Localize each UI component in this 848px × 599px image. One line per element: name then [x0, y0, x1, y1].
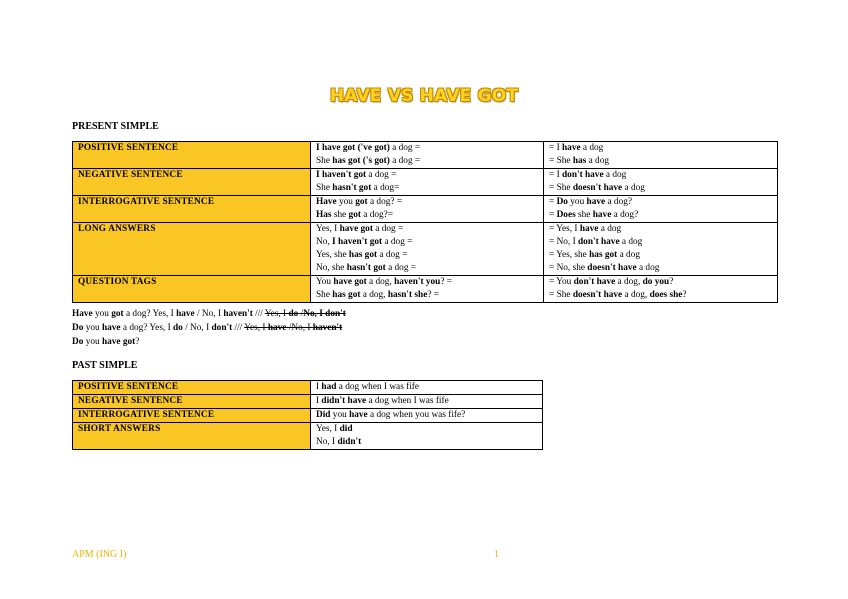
have-got-cell	[311, 169, 544, 196]
text-segment: do you	[642, 277, 670, 287]
text-segment: = She	[549, 156, 573, 166]
text-segment: She	[316, 183, 333, 193]
text-segment: =	[549, 197, 557, 207]
present-simple-rows	[73, 142, 778, 303]
have-cell	[544, 169, 778, 196]
past-simple-heading: PAST SIMPLE	[72, 360, 138, 371]
text-segment: did	[339, 424, 353, 434]
cell-line	[549, 249, 772, 262]
note-line	[72, 307, 346, 321]
text-segment: = No, she	[549, 263, 588, 273]
text-segment: a dog?=	[360, 210, 394, 220]
have-cell	[544, 142, 778, 169]
text-segment: got	[355, 197, 368, 207]
text-segment: a dog?	[611, 210, 639, 220]
text-segment: She	[316, 156, 333, 166]
text-segment: do	[173, 323, 183, 333]
text-segment: Yes, I	[264, 309, 289, 319]
text-segment: have	[267, 323, 287, 333]
text-segment: Yes, I	[316, 424, 340, 434]
text-segment: No, I don't	[303, 309, 346, 319]
text-segment: have got	[339, 224, 373, 234]
have-got-cell	[311, 223, 544, 276]
row-label: NEGATIVE SENTENCE	[73, 395, 311, 409]
text-segment: Have	[316, 197, 337, 207]
text-segment: a dog	[617, 250, 641, 260]
text-segment: Yes, I	[244, 323, 268, 333]
have-got-cell	[311, 142, 544, 169]
text-segment: hasn't she	[387, 290, 428, 300]
text-segment: have	[579, 224, 599, 234]
text-segment: have	[586, 197, 606, 207]
text-segment: a dog	[636, 263, 660, 273]
text-segment: Have	[72, 309, 93, 319]
text-segment: have got	[333, 277, 367, 287]
text-segment: has got ('s got)	[332, 156, 390, 166]
text-segment: don't	[211, 323, 233, 333]
text-segment: a dog when I was fife	[366, 396, 449, 406]
text-segment: you	[92, 309, 112, 319]
text-segment: you	[83, 323, 102, 333]
text-segment: she	[331, 210, 349, 220]
row-label: SHORT ANSWERS	[73, 423, 311, 450]
text-segment: Yes, she	[316, 250, 349, 260]
text-segment: a dog? Yes, I	[123, 309, 177, 319]
text-segment: have got	[101, 337, 136, 347]
table-row	[73, 381, 543, 395]
cell-line	[316, 155, 538, 168]
text-segment: do	[288, 309, 299, 319]
text-segment: has got	[589, 250, 618, 260]
text-segment: = I	[549, 170, 562, 180]
text-segment: haven't	[312, 323, 343, 333]
cell-line	[549, 196, 772, 209]
text-segment: a dog when you was fife?	[367, 410, 466, 420]
cell-line	[316, 262, 538, 275]
text-segment: a dog,	[366, 277, 395, 287]
text-segment: got	[111, 309, 124, 319]
table-row	[73, 409, 543, 423]
text-segment: Yes, I	[316, 224, 340, 234]
cell-line	[316, 209, 538, 222]
text-segment: = No, I	[549, 237, 578, 247]
present-simple-table	[72, 141, 778, 303]
text-segment: ?	[682, 290, 687, 300]
text-segment: ? =	[440, 277, 453, 287]
cell-line	[316, 182, 538, 195]
have-cell	[544, 223, 778, 276]
text-segment: a dog =	[366, 170, 397, 180]
text-segment: No, I	[316, 437, 338, 447]
cell-line	[549, 209, 772, 222]
text-segment: = She	[549, 290, 573, 300]
row-label: NEGATIVE SENTENCE	[73, 169, 311, 196]
row-label: POSITIVE SENTENCE	[73, 381, 311, 395]
cell-line	[316, 409, 537, 422]
table-row	[73, 423, 543, 450]
text-segment: a dog? Yes, I	[120, 323, 173, 333]
text-segment: you	[330, 410, 350, 420]
text-segment: I	[316, 382, 322, 392]
text-segment: = I	[549, 143, 562, 153]
row-label: INTERROGATIVE SENTENCE	[73, 409, 311, 423]
text-segment: you	[83, 337, 102, 347]
text-segment: / No, I	[194, 309, 224, 319]
text-segment: has	[572, 156, 587, 166]
text-segment: a dog =	[382, 237, 413, 247]
text-segment: =	[549, 210, 557, 220]
text-segment: ///	[252, 309, 265, 319]
text-segment: Do	[72, 337, 84, 347]
cell-line	[316, 236, 538, 249]
text-segment: She	[316, 290, 333, 300]
have-got-cell	[311, 276, 544, 303]
text-segment: didn't	[337, 437, 362, 447]
cell-line	[316, 289, 538, 302]
have-cell	[544, 276, 778, 303]
text-segment: got	[348, 210, 361, 220]
text-segment: have	[592, 210, 612, 220]
have-got-cell	[311, 409, 543, 423]
cell-line	[316, 423, 537, 436]
present-simple-heading: PRESENT SIMPLE	[72, 121, 159, 132]
text-segment: /	[298, 309, 304, 319]
text-segment: a dog =	[389, 156, 421, 166]
have-got-cell	[311, 196, 544, 223]
row-label: INTERROGATIVE SENTENCE	[73, 196, 311, 223]
text-segment: ?	[135, 337, 140, 347]
text-segment: Do	[556, 197, 568, 207]
text-segment: haven't	[223, 309, 253, 319]
text-segment: don't have	[562, 170, 604, 180]
text-segment: / No, I	[182, 323, 212, 333]
cell-line	[316, 223, 538, 236]
text-segment: Does	[556, 210, 576, 220]
cell-line	[549, 289, 772, 302]
text-segment: have	[562, 143, 581, 153]
text-segment: you	[567, 197, 587, 207]
text-segment: a dog	[580, 143, 604, 153]
text-segment: a dog,	[615, 277, 643, 287]
past-simple-table	[72, 380, 543, 450]
cell-line	[316, 436, 537, 449]
table-row	[73, 169, 778, 196]
note-line	[72, 321, 346, 335]
cell-line	[549, 236, 772, 249]
text-segment: doesn't have	[572, 290, 623, 300]
cell-line	[549, 142, 772, 155]
row-label: LONG ANSWERS	[73, 223, 311, 276]
text-segment: = Yes, she	[549, 250, 590, 260]
table-row	[73, 196, 778, 223]
text-segment: Has	[316, 210, 332, 220]
text-segment: a dog	[622, 183, 645, 193]
cell-line	[549, 169, 772, 182]
text-segment: a dog =	[372, 224, 404, 234]
text-segment: Did	[316, 410, 331, 420]
cell-line	[316, 395, 537, 408]
cell-line	[316, 276, 538, 289]
text-segment: ? =	[427, 290, 440, 300]
past-simple-rows	[73, 381, 543, 450]
text-segment: I haven't got	[332, 237, 383, 247]
text-segment: No, she	[316, 263, 347, 273]
table-row	[73, 276, 778, 303]
text-segment: have	[176, 309, 195, 319]
text-segment: a dog =	[385, 263, 417, 273]
text-segment: I	[316, 396, 322, 406]
cell-line	[549, 155, 772, 168]
text-segment: /No, I	[286, 323, 313, 333]
text-segment: You	[316, 277, 334, 287]
text-segment: doesn't have	[587, 263, 637, 273]
text-segment: a dog?	[605, 197, 633, 207]
table-row	[73, 395, 543, 409]
text-segment: = Yes, I	[549, 224, 580, 234]
text-segment: a dog,	[360, 290, 388, 300]
text-segment: you	[336, 197, 356, 207]
cell-line	[316, 196, 538, 209]
text-segment: a dog	[603, 170, 627, 180]
notes-block	[72, 307, 346, 349]
have-cell	[544, 196, 778, 223]
text-segment: ?	[669, 277, 674, 287]
text-segment: she	[575, 210, 593, 220]
text-segment: doesn't have	[572, 183, 623, 193]
row-label: QUESTION TAGS	[73, 276, 311, 303]
text-segment: don't have	[578, 237, 620, 247]
text-segment: has got	[348, 250, 378, 260]
text-segment: hasn't got	[346, 263, 386, 273]
text-segment: = You	[549, 277, 574, 287]
table-row	[73, 142, 778, 169]
text-segment: I have got ('ve got)	[316, 143, 390, 153]
text-segment: don't have	[573, 277, 616, 287]
text-segment: have	[349, 410, 368, 420]
cell-line	[316, 142, 538, 155]
text-segment: a dog =	[389, 143, 421, 153]
row-label: POSITIVE SENTENCE	[73, 142, 311, 169]
page-title: HAVE VS HAVE GOT	[329, 86, 519, 106]
text-segment: ///	[232, 323, 245, 333]
text-segment: a dog =	[377, 250, 408, 260]
text-segment: I haven't got	[316, 170, 367, 180]
footer-left: APM (ING I)	[72, 549, 127, 560]
text-segment: a dog=	[371, 183, 400, 193]
text-segment: a dog,	[622, 290, 650, 300]
cell-line	[549, 276, 772, 289]
cell-line	[316, 249, 538, 262]
text-segment: a dog	[619, 237, 643, 247]
page-number: 1	[494, 549, 499, 560]
text-segment: didn't have	[321, 396, 367, 406]
text-segment: No,	[316, 237, 333, 247]
have-got-cell	[311, 423, 543, 450]
text-segment: had	[321, 382, 337, 392]
cell-line	[549, 182, 772, 195]
text-segment: does she	[649, 290, 683, 300]
have-got-cell	[311, 395, 543, 409]
have-got-cell	[311, 381, 543, 395]
text-segment: have	[101, 323, 121, 333]
note-line	[72, 335, 346, 349]
text-segment: Do	[72, 323, 84, 333]
cell-line	[316, 381, 537, 394]
text-segment: hasn't got	[332, 183, 372, 193]
text-segment: a dog	[598, 224, 622, 234]
cell-line	[549, 262, 772, 275]
text-segment: a dog when I was fife	[336, 382, 420, 392]
text-segment: a dog	[586, 156, 610, 166]
text-segment: = She	[549, 183, 573, 193]
cell-line	[549, 223, 772, 236]
text-segment: a dog? =	[367, 197, 403, 207]
text-segment: has got	[332, 290, 361, 300]
cell-line	[316, 169, 538, 182]
text-segment: haven't you	[394, 277, 441, 287]
table-row	[73, 223, 778, 276]
